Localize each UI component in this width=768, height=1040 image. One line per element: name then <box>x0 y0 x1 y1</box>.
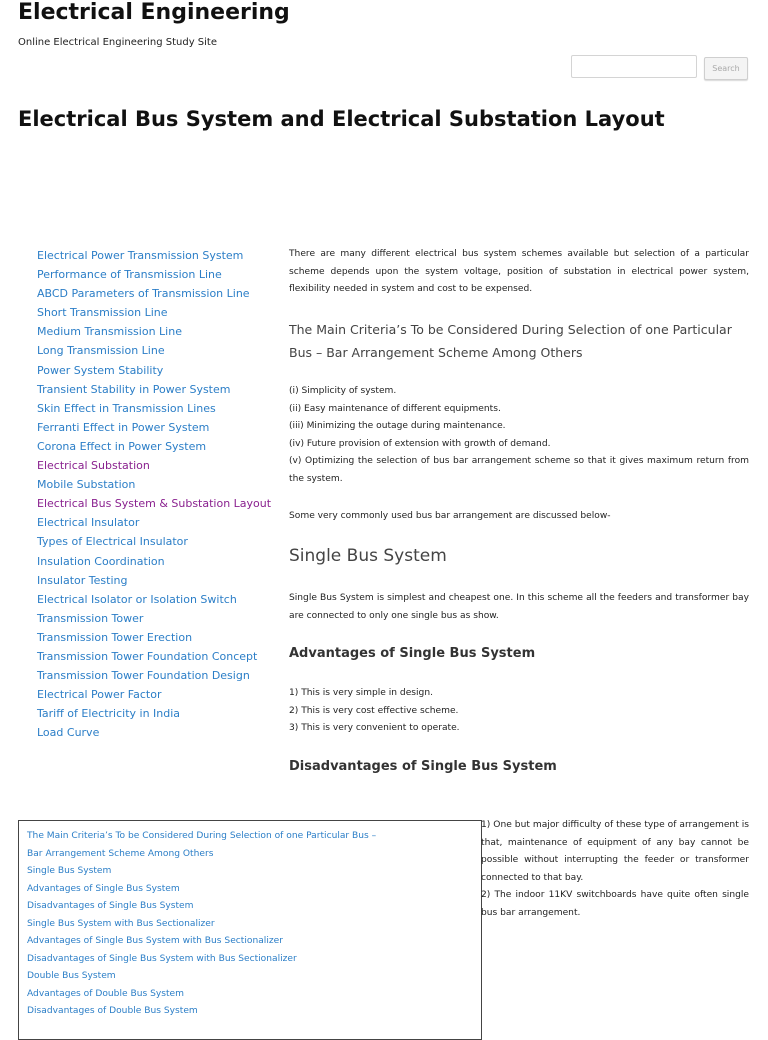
advantages-heading-block <box>289 646 749 661</box>
sidebar-item-transient-stability[interactable]: Transient Stability in Power System <box>37 382 231 396</box>
sidebar-item-insulator[interactable]: Electrical Insulator <box>37 516 140 530</box>
sidebar-item-ferranti-effect[interactable]: Ferranti Effect in Power System <box>37 420 210 434</box>
sidebar-item-tower-foundation-concept[interactable]: Transmission Tower Foundation Concept <box>37 649 258 663</box>
site-tagline: Online Electrical Engineering Study Site <box>18 37 218 48</box>
criteria-list <box>289 383 749 488</box>
criteria-item: (v) Optimizing the selection of bus bar arrangement scheme so that it gives maximum return from the system. <box>289 456 749 484</box>
advantage-item: 3) This is very convenient to operate. <box>289 723 460 733</box>
sidebar-nav <box>37 246 277 742</box>
sidebar-item-isolator[interactable]: Electrical Isolator or Isolation Switch <box>37 592 237 606</box>
commonly-used-block <box>289 508 749 526</box>
intro-paragraph: There are many different electrical bus system schemes available but selection of a particular scheme depends upon the system voltage, position of substation in electrical power system, flexibility needed in system and cost to be expensed. <box>289 249 749 294</box>
advantages-heading: Advantages of Single Bus System <box>289 646 536 661</box>
sidebar-item-insulator-testing[interactable]: Insulator Testing <box>37 573 128 587</box>
disadvantage-item: 2) The indoor 11KV switchboards have quite often single bus bar arrangement. <box>481 890 749 918</box>
single-bus-heading: Single Bus System <box>289 546 447 566</box>
sidebar-item-corona-effect[interactable]: Corona Effect in Power System <box>37 439 207 453</box>
sidebar-item-medium-line[interactable]: Medium Transmission Line <box>37 325 182 339</box>
advantages-list <box>289 685 749 738</box>
toc-item-sectionalizer-disadvantages[interactable]: Disadvantages of Single Bus System with Bus Sectionalizer <box>27 953 297 964</box>
criteria-item: (ii) Easy maintenance of different equipments. <box>289 403 501 414</box>
single-bus-text-block <box>289 590 749 625</box>
sidebar-item-abcd-parameters[interactable]: ABCD Parameters of Transmission Line <box>37 287 250 301</box>
sidebar-item-long-line[interactable]: Long Transmission Line <box>37 344 165 358</box>
disadvantages-list <box>481 817 749 922</box>
sidebar-item-insulator-types[interactable]: Types of Electrical Insulator <box>37 535 188 549</box>
sidebar-item-skin-effect[interactable]: Skin Effect in Transmission Lines <box>37 401 216 415</box>
disadvantages-heading-block <box>289 759 749 774</box>
toc-item-sectionalizer-advantages[interactable]: Advantages of Single Bus System with Bus Sectionalizer <box>27 936 283 946</box>
sidebar-item-power-transmission[interactable]: Electrical Power Transmission System <box>37 249 244 262</box>
sidebar-item-tariff[interactable]: Tariff of Electricity in India <box>37 707 181 721</box>
criteria-item: (iv) Future provision of extension with growth of demand. <box>289 438 551 449</box>
search-input[interactable] <box>571 55 697 78</box>
criteria-item: (iii) Minimizing the outage during maintenance. <box>289 421 506 431</box>
sidebar-item-tower[interactable]: Transmission Tower <box>37 611 144 625</box>
sidebar-item-mobile-substation[interactable]: Mobile Substation <box>37 478 136 492</box>
search-button[interactable]: Search <box>704 57 748 80</box>
sidebar-item-performance[interactable]: Performance of Transmission Line <box>37 268 222 282</box>
single-bus-text: Single Bus System is simplest and cheapest one. In this scheme all the feeders and transformer bay are connected to only one single bus as show. <box>289 593 749 621</box>
sidebar-item-tower-foundation-design[interactable]: Transmission Tower Foundation Design <box>37 669 250 683</box>
site-title[interactable]: Electrical Engineering <box>18 0 290 25</box>
toc-item-double-bus[interactable]: Double Bus System <box>27 971 116 981</box>
toc-item-criteria[interactable]: The Main Criteria’s To be Considered During Selection of one Particular Bus – Bar Arrangement Scheme Among Others <box>27 831 377 859</box>
criteria-heading: The Main Criteria’s To be Considered During Selection of one Particular Bus – Bar Arrangement Scheme Among Others <box>289 322 732 360</box>
table-of-contents <box>18 820 482 1040</box>
sidebar-item-insulation-coordination[interactable]: Insulation Coordination <box>37 554 165 568</box>
page-title: Electrical Bus System and Electrical Substation Layout <box>18 107 665 131</box>
sidebar-item-tower-erection[interactable]: Transmission Tower Erection <box>37 630 193 644</box>
criteria-heading-block <box>289 318 749 364</box>
advantage-item: 2) This is very cost effective scheme. <box>289 705 459 716</box>
advantage-item: 1) This is very simple in design. <box>289 688 433 698</box>
sidebar-item-power-factor[interactable]: Electrical Power Factor <box>37 688 162 702</box>
toc-item-sectionalizer[interactable]: Single Bus System with Bus Sectionalizer <box>27 918 215 929</box>
toc-item-double-bus-advantages[interactable]: Advantages of Double Bus System <box>27 988 184 999</box>
single-bus-heading-block <box>289 546 749 566</box>
disadvantage-item: 1) One but major difficulty of these type of arrangement is that, maintenance of equipment of any bay cannot be possible without interrupting the feeder or transformer connected to that bay. <box>481 820 749 883</box>
sidebar-item-stability[interactable]: Power System Stability <box>37 363 164 377</box>
commonly-used-text: Some very commonly used bus bar arrangement are discussed below- <box>289 511 611 521</box>
disadvantages-heading: Disadvantages of Single Bus System <box>289 759 557 774</box>
toc-item-double-bus-disadvantages[interactable]: Disadvantages of Double Bus System <box>27 1006 198 1016</box>
sidebar-item-substation[interactable]: Electrical Substation <box>37 459 150 473</box>
sidebar-item-bus-system[interactable]: Electrical Bus System & Substation Layout <box>37 497 272 511</box>
toc-item-single-bus-disadvantages[interactable]: Disadvantages of Single Bus System <box>27 901 194 911</box>
toc-item-single-bus[interactable]: Single Bus System <box>27 866 112 876</box>
sidebar-item-load-curve[interactable]: Load Curve <box>37 726 100 740</box>
intro-block <box>289 246 749 299</box>
toc-item-single-bus-advantages[interactable]: Advantages of Single Bus System <box>27 883 180 894</box>
sidebar-item-short-line[interactable]: Short Transmission Line <box>37 306 168 320</box>
criteria-item: (i) Simplicity of system. <box>289 386 397 396</box>
